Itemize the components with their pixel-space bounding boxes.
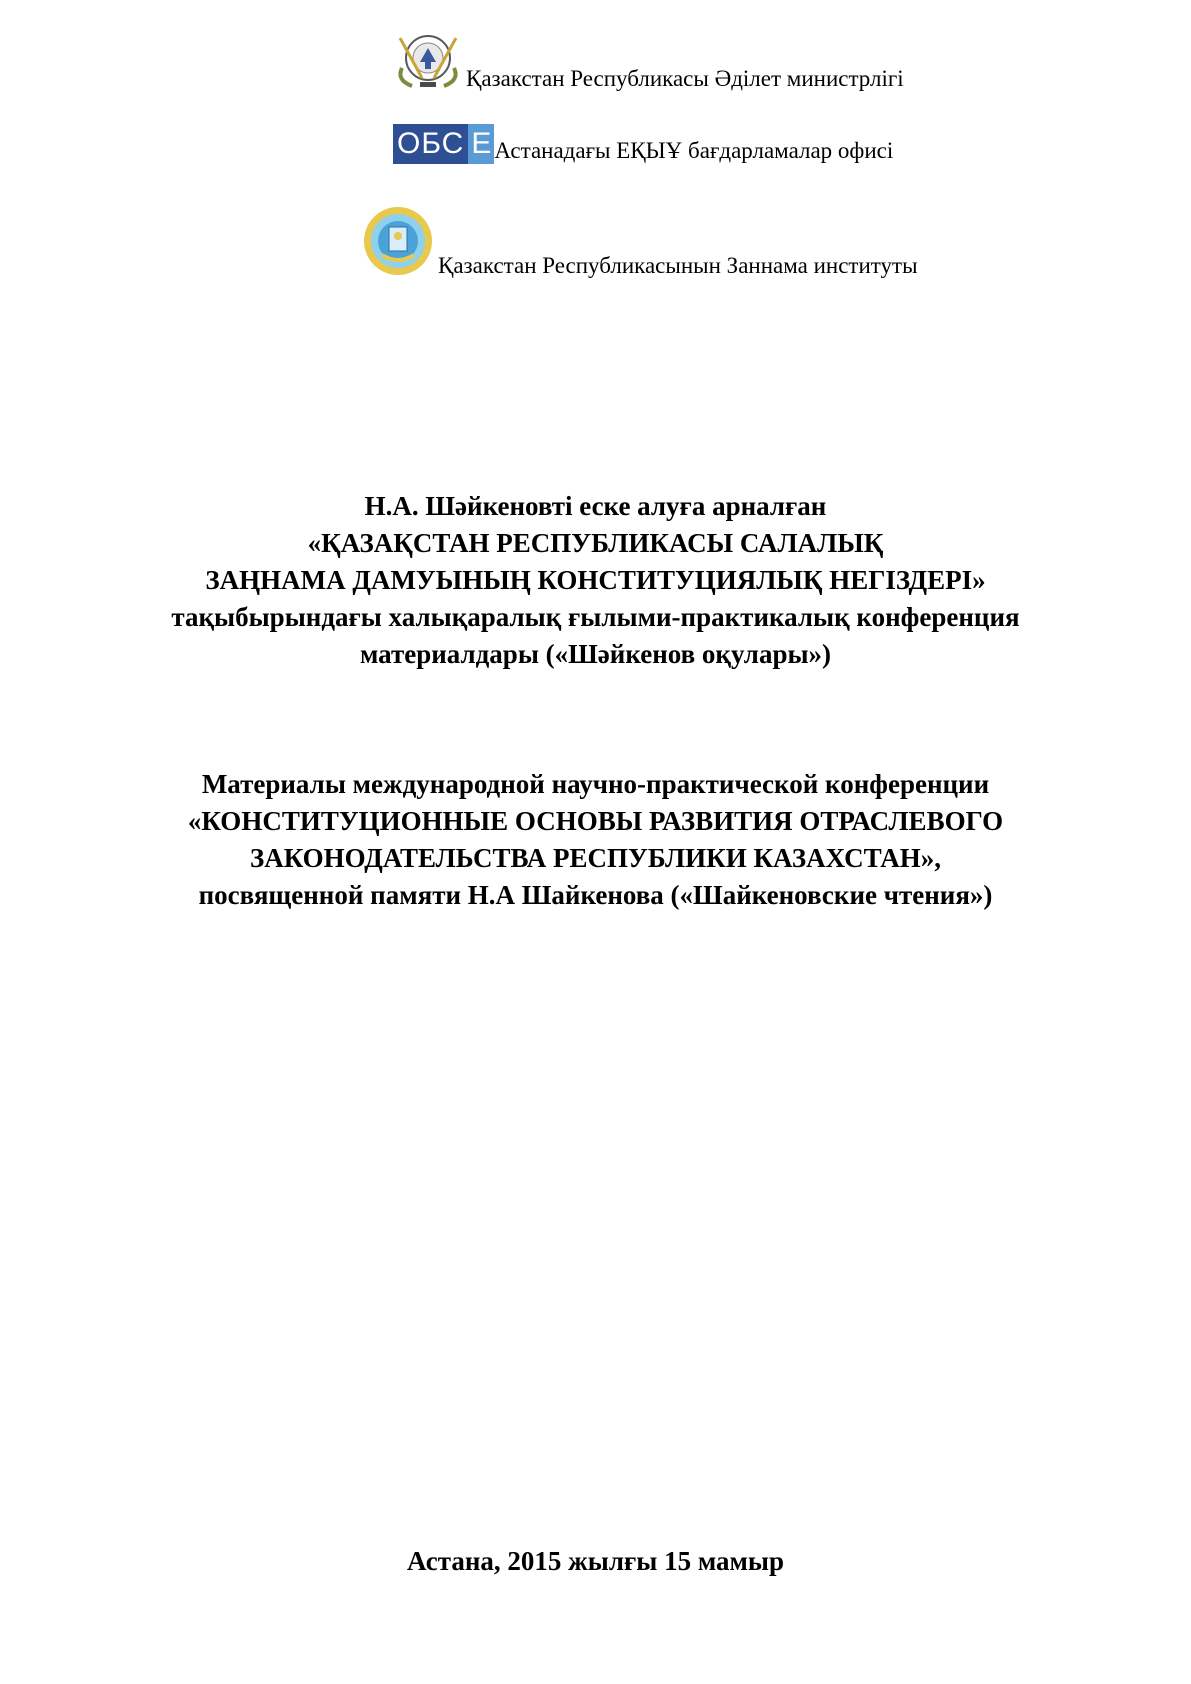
osce-logo-left: ОБС — [393, 124, 468, 164]
kazakh-title-line: тақыбырындағы халықаралық ғылыми-практикалық конференция — [171, 602, 1020, 632]
place-date: Астана, 2015 жылғы 15 мамыр — [406, 1546, 785, 1576]
kazakh-title — [0, 488, 1191, 673]
org-ministry-name: Қазакстан Республикасы Әділет министрлігі — [466, 66, 904, 91]
kazakh-title-line: ЗАҢНАМА ДАМУЫНЫҢ КОНСТИТУЦИЯЛЫҚ НЕГІЗДЕРІ» — [205, 565, 986, 595]
kazakh-title-line: Н.А. Шәйкеновті еске алуға арналған — [364, 491, 827, 521]
russian-title-line: Материалы международной научно-практической конференции — [201, 769, 990, 799]
org-institute-row — [360, 203, 918, 279]
russian-title-line: «КОНСТИТУЦИОННЫЕ ОСНОВЫ РАЗВИТИЯ ОТРАСЛЕВОГО — [187, 806, 1004, 836]
kazakh-title-line: материалдары («Шәйкенов оқулары») — [359, 639, 832, 669]
org-institute-name: Қазакстан Республикасынын Заннама институты — [438, 253, 918, 278]
institute-emblem-icon — [360, 203, 436, 279]
russian-title-line: посвященной памяти Н.А Шайкенова («Шайкеновские чтения») — [198, 880, 993, 910]
org-osce-name: Астанадағы ЕҚЫҰ бағдарламалар офисі — [494, 138, 894, 163]
osce-logo-right: Е — [468, 124, 494, 164]
kazakh-title-line: «ҚАЗАҚСТАН РЕСПУБЛИКАСЫ САЛАЛЫҚ — [307, 528, 884, 558]
org-ministry-row — [392, 28, 904, 92]
osce-logo — [393, 124, 494, 164]
russian-title — [0, 766, 1191, 914]
org-osce-row — [393, 124, 893, 164]
ministry-emblem-icon — [392, 28, 464, 92]
russian-title-line: ЗАКОНОДАТЕЛЬСТВА РЕСПУБЛИКИ КАЗАХСТАН», — [249, 843, 942, 873]
